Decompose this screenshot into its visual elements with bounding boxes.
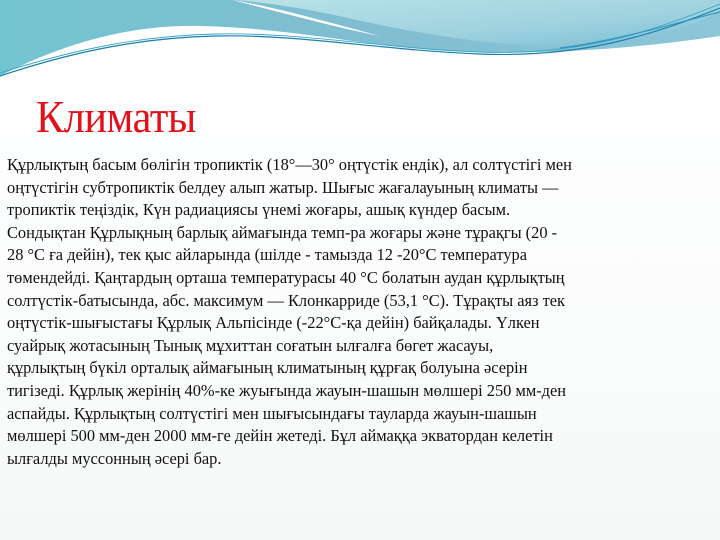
body-line: суайрық жотасының Тынық мұхиттан соғатын ылғалға бөгет жасауы, [7,335,494,355]
body-line: тропиктік теңіздік, Күн радиациясы үнемі жоғары, ашық күндер басым. [7,200,511,220]
body-line: Құрлықтың басым бөлігін тропиктік (18°—30° оңтүстік ендік), ал солтүстігі мен [7,155,572,174]
body-line: құрлықтың бүкіл орталық аймағының климатының құрғақ болуына әсерін [7,358,528,378]
body-line: солтүстік-батысында, абс. максимум — Клонкарриде (53,1 °С). Тұрақты аяз тек [7,290,565,310]
wave-header-decoration [0,0,720,90]
slide-title: Климаты [36,91,196,142]
body-line: оңтүстік-шығыстағы Құрлық Альпісінде (-22°С-қа дейін) байқалады. Үлкен [7,313,540,333]
body-line: ылғалды муссонның әсері бар. [7,448,222,468]
body-line: төмендейді. Қаңтардың орташа температурасы 40 °С болатын аудан құрлықтың [7,267,565,287]
body-line: тигізеді. Құрлық жерінің 40%-ке жуығында жауын-шашын мөлшері 250 мм-ден [7,380,567,400]
body-line: Сондықтан Құрлықның барлық аймағында темп-ра жоғары және тұрақгы (20 - [7,222,558,242]
body-line: 28 °С ға дейін), тек қыс айларында (шілде - тамызда 12 -20°С температура [7,245,528,265]
body-paragraph [7,154,715,470]
body-line: мөлшері 500 мм-ден 2000 мм-ге дейін жетеді. Бұл аймаққа экватордан келетін [7,426,553,446]
body-line: оңтүстігін субтропиктік белдеу алып жатыр. Шығыс жағалауының климаты — [7,177,559,197]
body-line: аспайды. Құрлықтың солтүстігі мен шығысындағы тауларда жауын-шашын [7,403,537,423]
